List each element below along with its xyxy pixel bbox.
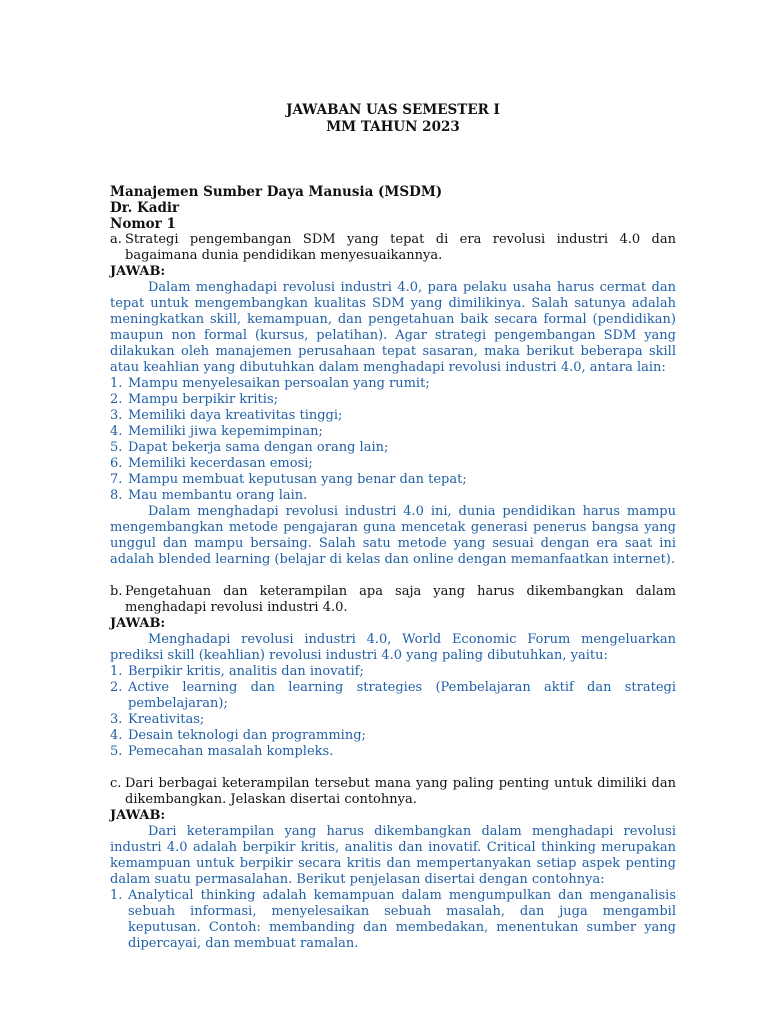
list-item: 6. Memiliki kecerdasan emosi; [110,456,313,471]
list-item: 5. Dapat bekerja sama dengan orang lain; [110,440,389,455]
answer-c-label: JAWAB: [110,808,166,823]
title-line-1: JAWABAN UAS SEMESTER I [286,102,500,118]
question-a-label: a. [110,232,122,247]
list-item: 7. Mampu membuat keputusan yang benar dan tepat; [110,472,467,487]
question-a [110,232,676,264]
answer-a-intro: Dalam menghadapi revolusi industri 4.0, para pelaku usaha harus cermat dan tepat untuk mengembangkan kualitas SDM yang dimilikinya. Salah satunya adalah meningkatkan skill, kemampuan, dan pengetahuan baik secara formal (pendidikan) maupun non formal (kursus, pelatihan). Agar strategi pengembangan SDM yang dilakukan oleh manajemen perusahaan tepat sasaran, maka berikut beberapa skill atau keahlian yang dibutuhkan dalam menghadapi revolusi industri 4.0, antara lain: [110,280,676,375]
answer-a-list [110,376,676,504]
list-item: 1. Analytical thinking adalah kemampuan dalam mengumpulkan dan menganalisis sebuah informasi, menyelesaikan sebuah masalah, dan juga mengambil keputusan. Contoh: membanding dan membedakan, menentukan sumber yang dipercayai, dan membuat ramalan. [110,888,676,951]
answer-c-intro: Dari keterampilan yang harus dikembangkan dalam menghadapi revolusi industri 4.0 adalah berpikir kritis, analitis dan inovatif. Critical thinking merupakan kemampuan untuk berpikir secara kritis dan mempertanyakan setiap aspek penting dalam suatu permasalahan. Berikut penjelasan disertai dengan contohnya: [110,824,676,887]
list-item: 5. Pemecahan masalah kompleks. [110,744,334,759]
answer-b-label: JAWAB: [110,616,166,631]
answer-c-list [110,888,676,952]
answer-a-outro: Dalam menghadapi revolusi industri 4.0 ini, dunia pendidikan harus mampu mengembangkan metode pengajaran guna mencetak generasi penerus bangsa yang unggul dan mampu bersaing. Salah satu metode yang sesuai dengan era saat ini adalah blended learning (belajar di kelas dan online dengan memanfaatkan internet). [110,504,676,567]
question-b [110,584,676,616]
list-item: 4. Desain teknologi dan programming; [110,728,366,743]
question-b-text: Pengetahuan dan keterampilan apa saja yang harus dikembangkan dalam menghadapi revolusi industri 4.0. [125,584,676,615]
list-item: 1. Mampu menyelesaikan persoalan yang rumit; [110,376,430,391]
list-item: 3. Memiliki daya kreativitas tinggi; [110,408,343,423]
question-c-label: c. [110,776,122,791]
answer-a-label: JAWAB: [110,264,166,279]
list-item: 1. Berpikir kritis, analitis dan inovatif; [110,664,364,679]
list-item: 8. Mau membantu orang lain. [110,488,308,503]
question-a-text: Strategi pengembangan SDM yang tepat di era revolusi industri 4.0 dan bagaimana dunia pendidikan menyesuaikannya. [125,232,676,263]
document-title [110,102,676,136]
answer-b-list [110,664,676,760]
list-item: 3. Kreativitas; [110,712,205,727]
title-line-2: MM TAHUN 2023 [326,119,460,135]
question-c-text: Dari berbagai keterampilan tersebut mana yang paling penting untuk dimiliki dan dikembangkan. Jelaskan disertai contohnya. [125,776,676,807]
list-item: 4. Memiliki jiwa kepemimpinan; [110,424,323,439]
list-item: 2. Mampu berpikir kritis; [110,392,278,407]
answer-b-intro: Menghadapi revolusi industri 4.0, World Economic Forum mengeluarkan prediksi skill (keahlian) revolusi industri 4.0 yang paling dibutuhkan, yaitu: [110,632,676,663]
lecturer-name: Dr. Kadir [110,200,180,216]
question-number: Nomor 1 [110,216,176,232]
question-b-label: b. [110,584,123,599]
list-item: 2. Active learning dan learning strategies (Pembelajaran aktif dan strategi pembelajaran); [110,680,676,711]
course-name: Manajemen Sumber Daya Manusia (MSDM) [110,184,443,200]
question-c [110,776,676,808]
